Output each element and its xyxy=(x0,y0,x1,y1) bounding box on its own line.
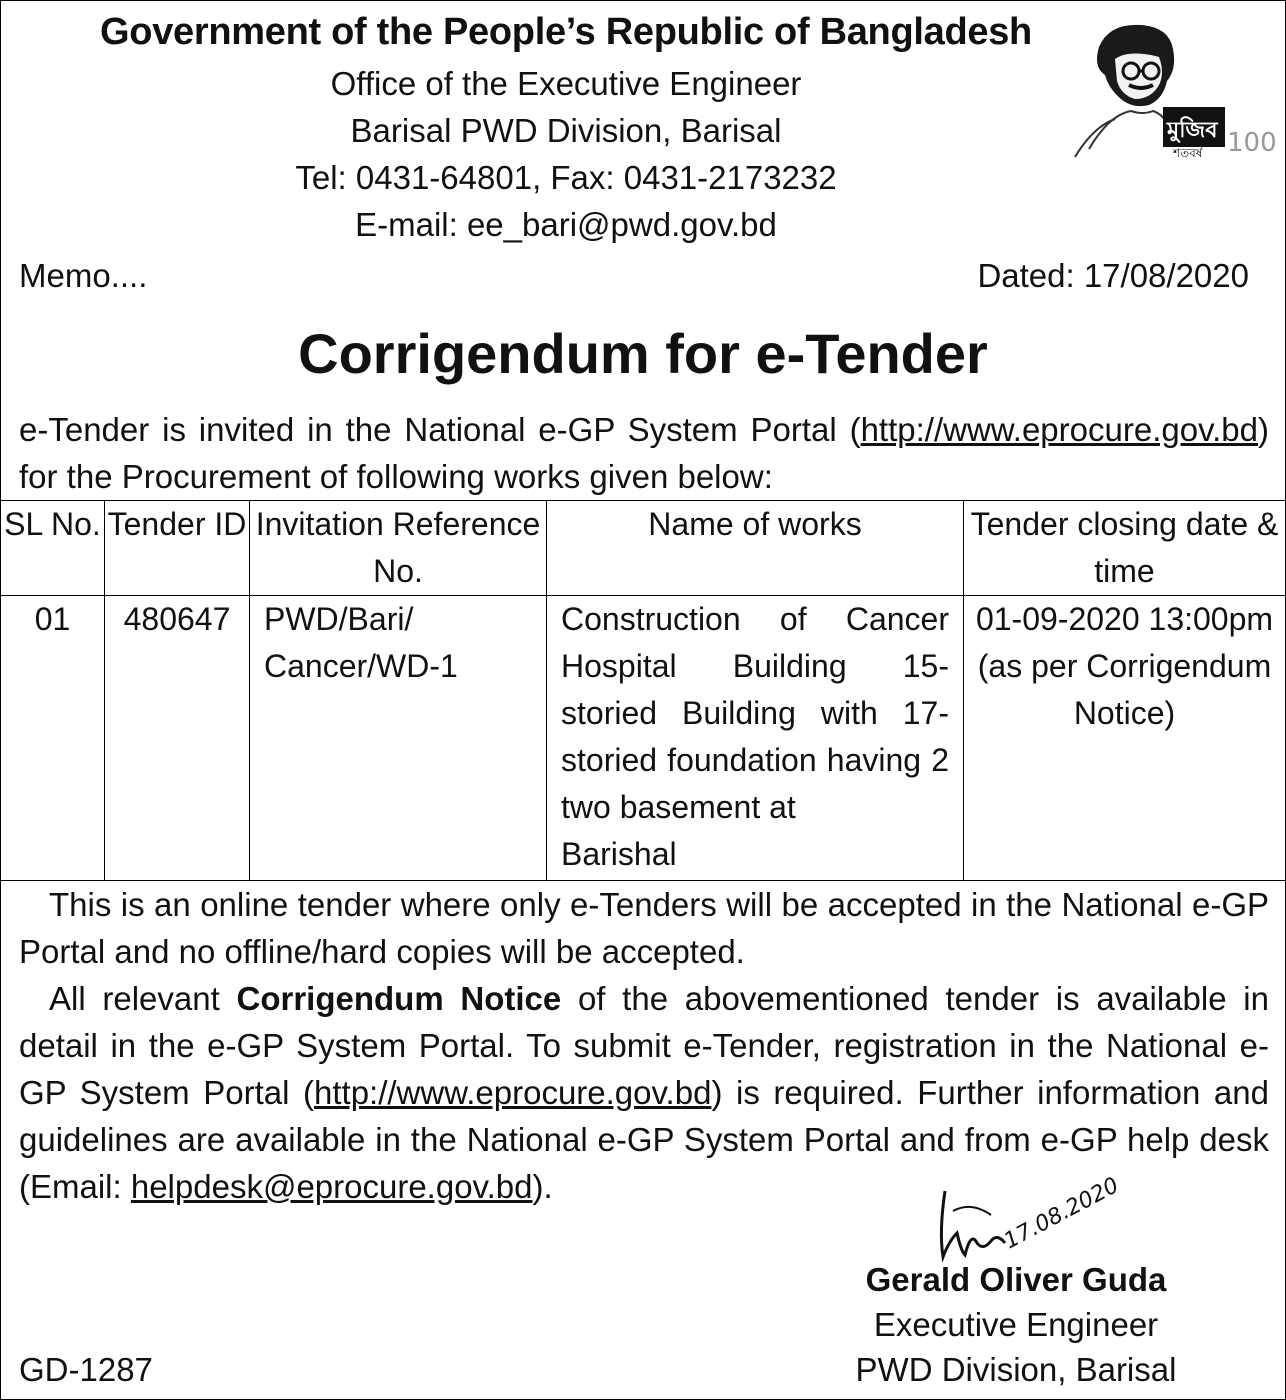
note2-text-2: of the abovementioned tender is available in detail in the e-GP System Portal. To submit e-Tender, registration in the National e-GP System Portal ( xyxy=(19,980,1269,1111)
svg-text:100: 100 xyxy=(1227,128,1277,158)
signatory-office: PWD Division, Barisal xyxy=(855,1351,1177,1388)
header-invitation: Invitation Reference No. xyxy=(250,501,547,596)
intro-text-after: ) for the Procurement of following works given below: xyxy=(19,411,1269,495)
intro-paragraph xyxy=(19,406,1269,500)
email-line: E-mail: ee_bari@pwd.gov.bd xyxy=(355,206,777,243)
header-works: Name of works xyxy=(547,501,964,596)
note1-text: This is an online tender where only e-Tenders will be accepted in the National e-GP Portal and no offline/hard copies will be accepted. xyxy=(19,886,1269,970)
table-header-row xyxy=(1,501,1285,596)
signatory-designation: Executive Engineer xyxy=(873,1306,1159,1343)
header-tender-id: Tender ID xyxy=(105,501,250,596)
svg-text:মুজিব: মুজিব xyxy=(1167,118,1218,143)
note2-text-4: ). xyxy=(532,1168,553,1205)
government-heading: Government of the People’s Republic of Bangladesh xyxy=(100,11,1032,53)
header-sl: SL No. xyxy=(1,501,105,596)
works-location: Barishal xyxy=(561,836,677,872)
dated-label: Dated: 17/08/2020 xyxy=(977,257,1249,294)
online-tender-note xyxy=(19,881,1269,975)
note2-text-1: All relevant xyxy=(49,980,237,1017)
note2-bold: Corrigendum Notice xyxy=(236,980,562,1017)
signature-image xyxy=(931,1171,1131,1271)
gd-code: GD-1287 xyxy=(19,1351,153,1388)
cell-tender-id: 480647 xyxy=(105,596,250,881)
memo-label: Memo.... xyxy=(19,257,148,294)
eprocure-link-2[interactable]: http://www.eprocure.gov.bd xyxy=(314,1074,712,1111)
helpdesk-email-link[interactable]: helpdesk@eprocure.gov.bd xyxy=(130,1168,533,1205)
mujib-100-logo xyxy=(1069,19,1277,160)
cell-works xyxy=(547,596,964,881)
division-line: Barisal PWD Division, Barisal xyxy=(350,112,782,149)
svg-text:17.08.2020: 17.08.2020 xyxy=(1000,1173,1124,1255)
contact-line: Tel: 0431-64801, Fax: 0431-2173232 xyxy=(295,159,837,196)
page-title: Corrigendum for e-Tender xyxy=(298,322,988,385)
svg-text:শতবর্ষ: শতবর্ষ xyxy=(1173,146,1203,160)
eprocure-link[interactable]: http://www.eprocure.gov.bd xyxy=(860,411,1258,448)
header-closing: Tender closing date & time xyxy=(964,501,1286,596)
works-text: Construction of Cancer Hospital Building 15-storied Building with 17-storied foundation having 2 two basement at xyxy=(561,601,949,825)
cell-sl: 01 xyxy=(1,596,105,881)
signatory-name: Gerald Oliver Guda xyxy=(865,1261,1167,1298)
table-row xyxy=(1,596,1285,881)
intro-text-before: e-Tender is invited in the National e-GP System Portal ( xyxy=(19,411,861,448)
cell-invitation: PWD/Bari/ Cancer/WD-1 xyxy=(250,596,547,881)
cell-closing: 01-09-2020 13:00pm (as per Corrigendum Notice) xyxy=(964,596,1286,881)
office-line: Office of the Executive Engineer xyxy=(330,65,802,102)
tender-table xyxy=(1,500,1285,881)
note2-text-3: ) is required. Further information and guidelines are available in the National e-GP System Portal and from e-GP help desk (Email: xyxy=(19,1074,1269,1205)
